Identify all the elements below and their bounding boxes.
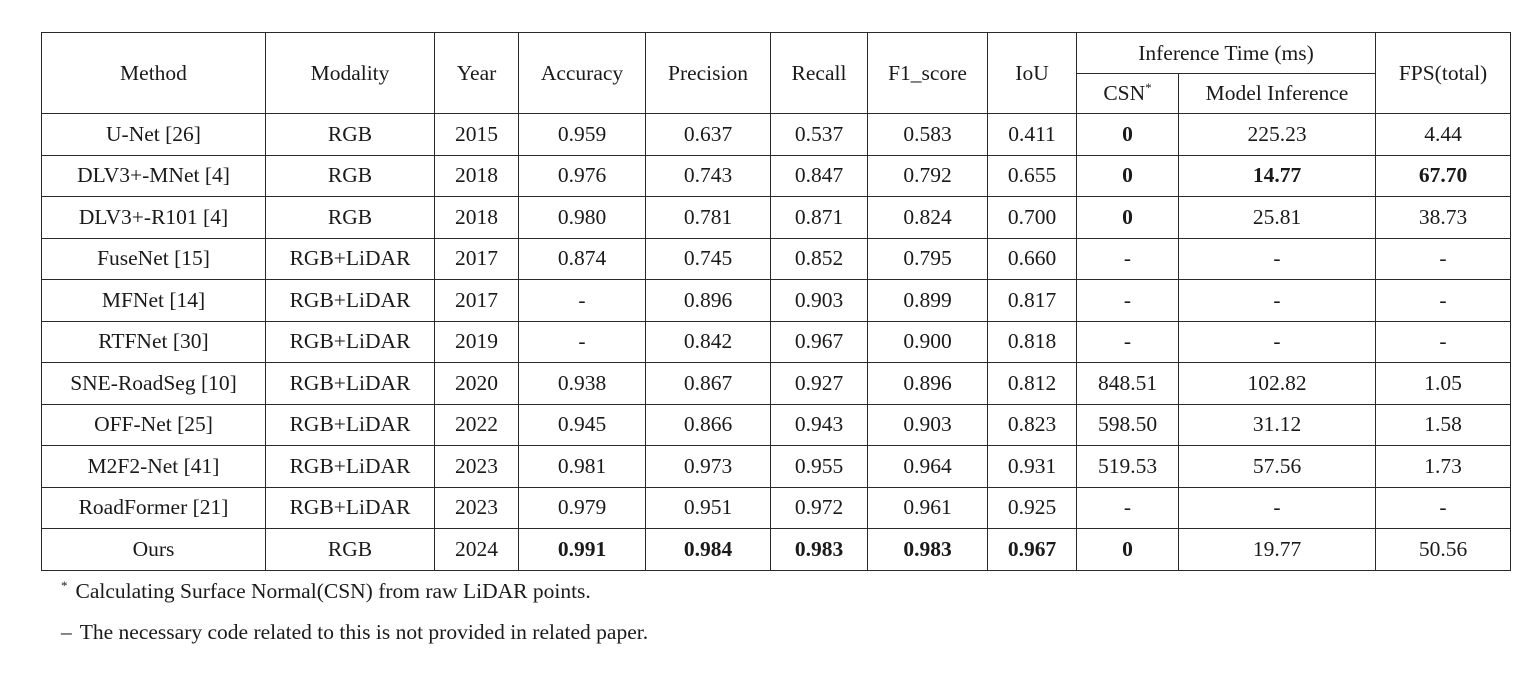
cell-precision: 0.866: [646, 404, 771, 446]
cell-fps: 1.73: [1376, 446, 1511, 488]
cell-csn: 0: [1077, 155, 1179, 197]
cell-f1-score: 0.824: [868, 197, 988, 239]
cell-modality: RGB+LiDAR: [266, 404, 435, 446]
cell-csn: 0: [1077, 114, 1179, 156]
footnote-dash-text: The necessary code related to this is not provided in related paper.: [79, 620, 649, 644]
cell-csn: -: [1077, 321, 1179, 363]
cell-accuracy: 0.981: [519, 446, 646, 488]
cell-fps: 4.44: [1376, 114, 1511, 156]
table-row: [42, 446, 1511, 488]
header-year: Year: [435, 33, 519, 114]
table-row: [42, 404, 1511, 446]
cell-iou: 0.823: [988, 404, 1077, 446]
cell-accuracy: 0.980: [519, 197, 646, 239]
cell-precision: 0.781: [646, 197, 771, 239]
cell-csn: 848.51: [1077, 363, 1179, 405]
cell-year: 2024: [435, 529, 519, 571]
header-precision: Precision: [646, 33, 771, 114]
header-f1-score: F1_score: [868, 33, 988, 114]
cell-fps: -: [1376, 321, 1511, 363]
cell-recall: 0.927: [771, 363, 868, 405]
cell-method: DLV3+-R101 [4]: [42, 197, 266, 239]
cell-precision: 0.984: [646, 529, 771, 571]
cell-accuracy: 0.959: [519, 114, 646, 156]
cell-f1-score: 0.792: [868, 155, 988, 197]
cell-fps: -: [1376, 487, 1511, 529]
table-row: [42, 155, 1511, 197]
cell-iou: 0.655: [988, 155, 1077, 197]
cell-precision: 0.637: [646, 114, 771, 156]
cell-csn: 0: [1077, 529, 1179, 571]
cell-modality: RGB: [266, 155, 435, 197]
cell-year: 2023: [435, 446, 519, 488]
cell-accuracy: 0.991: [519, 529, 646, 571]
cell-accuracy: 0.979: [519, 487, 646, 529]
cell-model-inference: 19.77: [1179, 529, 1376, 571]
cell-method: M2F2-Net [41]: [42, 446, 266, 488]
cell-model-inference: -: [1179, 238, 1376, 280]
cell-recall: 0.983: [771, 529, 868, 571]
cell-year: 2018: [435, 155, 519, 197]
cell-accuracy: 0.874: [519, 238, 646, 280]
cell-model-inference: 31.12: [1179, 404, 1376, 446]
cell-f1-score: 0.583: [868, 114, 988, 156]
cell-modality: RGB+LiDAR: [266, 446, 435, 488]
header-accuracy: Accuracy: [519, 33, 646, 114]
table-header: [42, 33, 1511, 114]
cell-fps: 67.70: [1376, 155, 1511, 197]
header-method: Method: [42, 33, 266, 114]
cell-model-inference: -: [1179, 487, 1376, 529]
cell-recall: 0.967: [771, 321, 868, 363]
cell-model-inference: 102.82: [1179, 363, 1376, 405]
cell-modality: RGB: [266, 197, 435, 239]
table-row: [42, 487, 1511, 529]
cell-precision: 0.842: [646, 321, 771, 363]
header-inference-time: Inference Time (ms): [1077, 33, 1376, 74]
cell-modality: RGB+LiDAR: [266, 321, 435, 363]
cell-f1-score: 0.961: [868, 487, 988, 529]
cell-modality: RGB+LiDAR: [266, 487, 435, 529]
cell-method: MFNet [14]: [42, 280, 266, 322]
footnote-dash: [61, 620, 648, 645]
header-csn-footnote-mark: *: [1145, 80, 1152, 95]
footnote-dash-mark: –: [61, 620, 72, 644]
cell-year: 2020: [435, 363, 519, 405]
cell-f1-score: 0.900: [868, 321, 988, 363]
header-iou: IoU: [988, 33, 1077, 114]
table-row: [42, 197, 1511, 239]
cell-recall: 0.852: [771, 238, 868, 280]
cell-csn: 0: [1077, 197, 1179, 239]
cell-iou: 0.925: [988, 487, 1077, 529]
cell-precision: 0.743: [646, 155, 771, 197]
cell-f1-score: 0.983: [868, 529, 988, 571]
table-row: [42, 280, 1511, 322]
cell-iou: 0.411: [988, 114, 1077, 156]
cell-modality: RGB+LiDAR: [266, 280, 435, 322]
cell-recall: 0.903: [771, 280, 868, 322]
cell-model-inference: -: [1179, 280, 1376, 322]
cell-recall: 0.972: [771, 487, 868, 529]
table-row: [42, 529, 1511, 571]
cell-csn: 598.50: [1077, 404, 1179, 446]
cell-modality: RGB: [266, 529, 435, 571]
cell-csn: -: [1077, 238, 1179, 280]
cell-accuracy: -: [519, 321, 646, 363]
cell-model-inference: 25.81: [1179, 197, 1376, 239]
cell-iou: 0.817: [988, 280, 1077, 322]
cell-method: RoadFormer [21]: [42, 487, 266, 529]
cell-csn: -: [1077, 280, 1179, 322]
cell-iou: 0.812: [988, 363, 1077, 405]
cell-year: 2022: [435, 404, 519, 446]
cell-year: 2018: [435, 197, 519, 239]
table-row: [42, 114, 1511, 156]
cell-fps: -: [1376, 238, 1511, 280]
cell-method: OFF-Net [25]: [42, 404, 266, 446]
results-table: [41, 32, 1511, 571]
cell-model-inference: 57.56: [1179, 446, 1376, 488]
cell-f1-score: 0.896: [868, 363, 988, 405]
cell-f1-score: 0.899: [868, 280, 988, 322]
cell-fps: -: [1376, 280, 1511, 322]
cell-precision: 0.973: [646, 446, 771, 488]
table-row: [42, 238, 1511, 280]
cell-iou: 0.967: [988, 529, 1077, 571]
cell-fps: 38.73: [1376, 197, 1511, 239]
cell-iou: 0.660: [988, 238, 1077, 280]
header-csn-label: CSN: [1103, 81, 1146, 105]
table-row: [42, 321, 1511, 363]
cell-method: FuseNet [15]: [42, 238, 266, 280]
cell-recall: 0.955: [771, 446, 868, 488]
footnote-asterisk-mark: *: [61, 578, 68, 593]
cell-recall: 0.871: [771, 197, 868, 239]
cell-f1-score: 0.903: [868, 404, 988, 446]
cell-modality: RGB+LiDAR: [266, 238, 435, 280]
header-csn: [1077, 74, 1179, 114]
cell-year: 2019: [435, 321, 519, 363]
cell-precision: 0.951: [646, 487, 771, 529]
cell-recall: 0.537: [771, 114, 868, 156]
cell-fps: 1.05: [1376, 363, 1511, 405]
cell-precision: 0.867: [646, 363, 771, 405]
cell-iou: 0.700: [988, 197, 1077, 239]
cell-f1-score: 0.795: [868, 238, 988, 280]
cell-fps: 1.58: [1376, 404, 1511, 446]
cell-precision: 0.745: [646, 238, 771, 280]
footnote-csn-text: Calculating Surface Normal(CSN) from raw LiDAR points.: [75, 579, 591, 603]
cell-iou: 0.818: [988, 321, 1077, 363]
cell-year: 2017: [435, 280, 519, 322]
cell-year: 2015: [435, 114, 519, 156]
table-body: [42, 114, 1511, 571]
cell-recall: 0.943: [771, 404, 868, 446]
cell-method: U-Net [26]: [42, 114, 266, 156]
cell-model-inference: -: [1179, 321, 1376, 363]
cell-recall: 0.847: [771, 155, 868, 197]
footnote-csn: [61, 578, 591, 604]
cell-method: SNE-RoadSeg [10]: [42, 363, 266, 405]
header-recall: Recall: [771, 33, 868, 114]
cell-accuracy: 0.938: [519, 363, 646, 405]
cell-csn: -: [1077, 487, 1179, 529]
header-modality: Modality: [266, 33, 435, 114]
cell-f1-score: 0.964: [868, 446, 988, 488]
cell-method: Ours: [42, 529, 266, 571]
cell-accuracy: 0.976: [519, 155, 646, 197]
cell-modality: RGB: [266, 114, 435, 156]
cell-method: DLV3+-MNet [4]: [42, 155, 266, 197]
cell-fps: 50.56: [1376, 529, 1511, 571]
cell-year: 2017: [435, 238, 519, 280]
header-model-inference: Model Inference: [1179, 74, 1376, 114]
cell-model-inference: 14.77: [1179, 155, 1376, 197]
cell-precision: 0.896: [646, 280, 771, 322]
cell-accuracy: -: [519, 280, 646, 322]
cell-model-inference: 225.23: [1179, 114, 1376, 156]
cell-year: 2023: [435, 487, 519, 529]
header-row-top: [42, 33, 1511, 74]
cell-accuracy: 0.945: [519, 404, 646, 446]
header-fps: FPS(total): [1376, 33, 1511, 114]
cell-csn: 519.53: [1077, 446, 1179, 488]
cell-method: RTFNet [30]: [42, 321, 266, 363]
cell-modality: RGB+LiDAR: [266, 363, 435, 405]
cell-iou: 0.931: [988, 446, 1077, 488]
table-row: [42, 363, 1511, 405]
